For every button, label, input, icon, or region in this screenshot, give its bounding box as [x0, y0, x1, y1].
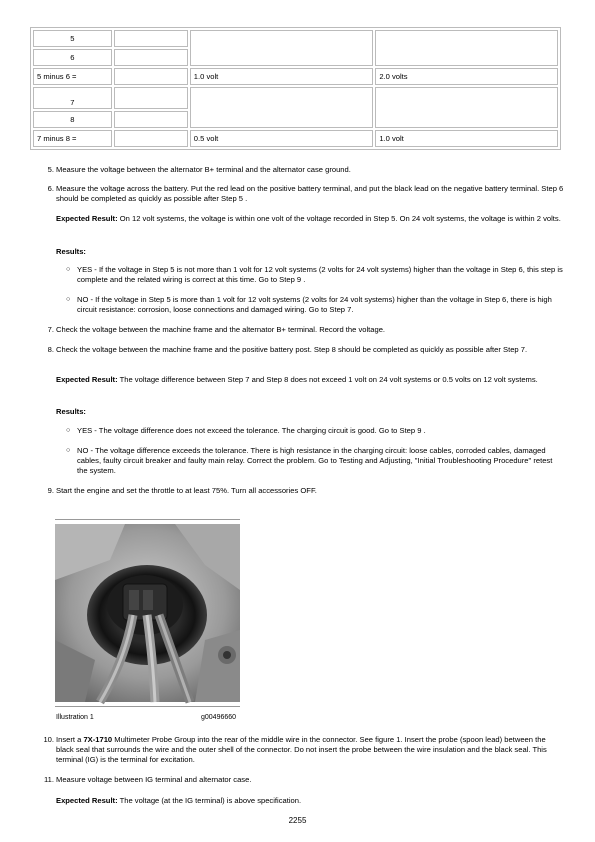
table-row	[33, 130, 558, 147]
connector-photo	[55, 519, 240, 707]
step-text	[56, 735, 564, 765]
step-text: Check the voltage between the machine frame and the alternator B+ terminal. Record the voltage.	[56, 325, 386, 334]
table-cell	[190, 30, 374, 66]
step-text: Measure the voltage between the alternator B+ terminal and the alternator case ground.	[56, 165, 351, 174]
bullet-circle-icon: ○	[66, 447, 71, 454]
table-cell: 7	[33, 87, 112, 109]
step-text-post: Multimeter Probe Group into the rear of the middle wire in the connector. See figure 1. Insert the probe (spoon lead) between the black seal that surrounds the wire and the outer shell of the connector. Do not insert the probe between the wire insulation and the black seal. This terminal (IG) is the terminal for excitation.	[56, 735, 547, 764]
table-cell: 8	[33, 111, 112, 128]
step-number: 9.	[47, 486, 54, 495]
result-text: NO - If the voltage in Step 5 is more than 1 volt for 12 volt systems (2 volts for 24 volt systems) higher than the voltage in Step 6, there is high circuit resistance: corrosion, loose connections and damaged wiring. Go to Step 7.	[77, 295, 552, 314]
table-cell: 7 minus 8 =	[33, 130, 112, 147]
table-row	[33, 87, 558, 109]
table-cell	[114, 130, 188, 147]
step-number: 6.	[47, 184, 54, 193]
expected-result-8	[56, 375, 565, 385]
voltage-table	[30, 27, 561, 150]
alternator-connector-illustration	[55, 520, 240, 706]
table-cell	[375, 30, 558, 66]
step-number: 8.	[47, 345, 54, 354]
table-cell	[114, 30, 188, 47]
expected-result-text: On 12 volt systems, the voltage is within one volt of the voltage recorded in Step 5. On 24 volt systems, the voltage is within 2 volts.	[117, 214, 561, 223]
table-row	[33, 30, 558, 47]
step-text: Measure the voltage across the battery. Put the red lead on the positive battery terminal, and put the black lead on the negative battery terminal. Step 6 should be completed as quickly as possible after Step 5 .	[56, 184, 564, 203]
table-row	[33, 68, 558, 85]
table-cell: 5 minus 6 =	[33, 68, 112, 85]
results-heading-6: Results:	[56, 247, 86, 256]
expected-result-label: Expected Result:	[56, 796, 118, 805]
figure-code: g00496660	[201, 714, 237, 721]
result-text: YES - If the voltage in Step 5 is not more than 1 volt for 12 volt systems (2 volts for 24 volt systems) higher than the voltage in Step 6, this step is complete and the related wiring is correct at this time. Go to Step 9 .	[77, 265, 563, 284]
table-cell	[114, 49, 188, 66]
expected-result-label: Expected Result:	[56, 375, 118, 384]
bullet-circle-icon: ○	[66, 296, 71, 303]
step-text: Start the engine and set the throttle to at least 75%. Turn all accessories OFF.	[56, 486, 317, 495]
table-cell: 2.0 volts	[375, 68, 558, 85]
table-cell	[375, 87, 558, 128]
expected-result-11	[56, 796, 565, 806]
table-cell	[114, 111, 188, 128]
part-number: 7X-1710	[83, 735, 113, 744]
table-cell	[190, 87, 374, 128]
table-cell: 5	[33, 30, 112, 47]
step-number: 5.	[47, 165, 54, 174]
bullet-circle-icon: ○	[66, 266, 71, 273]
table-cell	[114, 87, 188, 109]
result-text: NO - The voltage difference exceeds the tolerance. There is high resistance in the charging circuit: loose cables, corroded cables, damaged cables, faulty circuit breaker and faulty main relay. Correct the problem. Go to Testing and Adjusting, "Initial Troubleshooting Procedure" retest the system.	[77, 446, 553, 475]
step-number: 7.	[47, 325, 54, 334]
expected-result-text: The voltage (at the IG terminal) is above specification.	[117, 796, 302, 805]
step-number: 11.	[44, 775, 54, 784]
table-cell: 0.5 volt	[190, 130, 374, 147]
step-text-pre: Insert a	[56, 735, 84, 744]
figure-caption: Illustration 1	[56, 714, 94, 721]
expected-result-label: Expected Result:	[56, 214, 118, 223]
step-text: Measure voltage between IG terminal and alternator case.	[56, 775, 252, 784]
step-number: 10.	[43, 735, 54, 744]
results-heading-8: Results:	[56, 407, 86, 416]
step-text: Check the voltage between the machine frame and the positive battery post. Step 8 should be completed as quickly as possible after Step 7.	[56, 345, 528, 354]
table-cell: 1.0 volt	[375, 130, 558, 147]
expected-result-text: The voltage difference between Step 7 and Step 8 does not exceed 1 volt on 24 volt systems or 0.5 volts on 12 volt systems.	[117, 375, 538, 384]
bullet-circle-icon: ○	[66, 427, 71, 434]
table-cell	[114, 68, 188, 85]
table-cell: 1.0 volt	[190, 68, 374, 85]
table-cell: 6	[33, 49, 112, 66]
page-number: 2255	[288, 816, 307, 825]
expected-result-6	[56, 214, 565, 224]
result-text: YES - The voltage difference does not exceed the tolerance. The charging circuit is good. Go to Step 9 .	[77, 426, 426, 435]
